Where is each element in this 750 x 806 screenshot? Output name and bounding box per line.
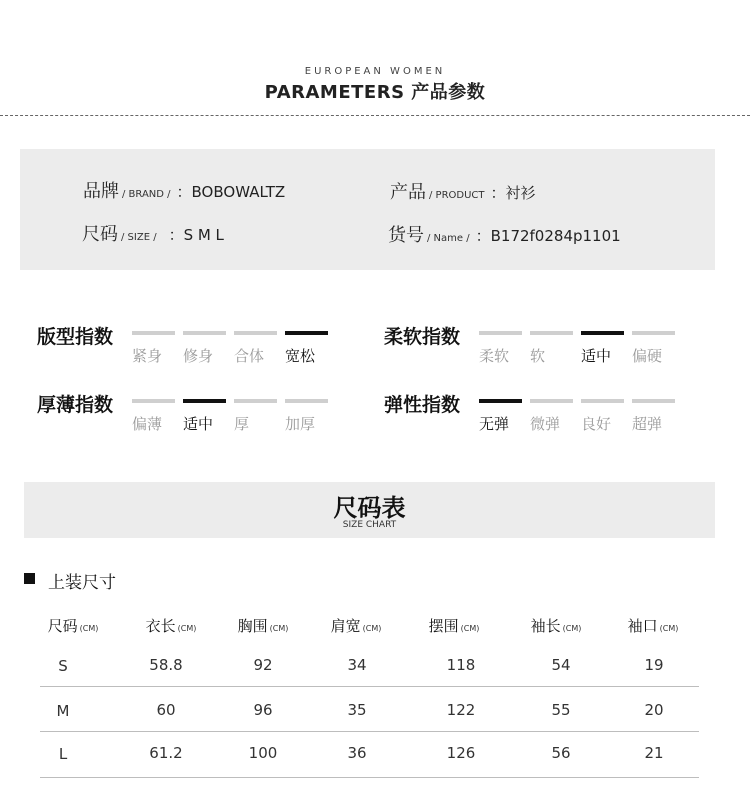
size-cell: S <box>58 657 68 675</box>
header-unit: (CM) <box>269 624 289 633</box>
table-cell: 36 <box>347 744 367 762</box>
size-cell: L <box>58 745 68 763</box>
section-title: 上装尺寸 <box>48 573 116 593</box>
table-cell: 34 <box>347 656 367 674</box>
softness-option-label: 柔软 <box>479 347 510 365</box>
table-header-cell <box>331 615 382 636</box>
thickness-index-title: 厚薄指数 <box>37 394 114 416</box>
table-cell: 122 <box>446 701 476 719</box>
fit-option <box>132 331 175 366</box>
size-row <box>82 220 224 246</box>
table-header-cell <box>429 615 480 636</box>
elasticity-option-label: 超弹 <box>632 415 663 433</box>
row-divider <box>40 731 699 732</box>
table-cell: 61.2 <box>149 744 183 762</box>
fit-option <box>234 331 277 366</box>
softness-option-label: 偏硬 <box>632 347 663 365</box>
fit-option-label: 修身 <box>183 347 214 365</box>
table-cell: 126 <box>446 744 476 762</box>
softness-option <box>632 331 675 366</box>
elasticity-option <box>581 399 624 434</box>
table-header-cell <box>531 615 582 636</box>
brand-value: ：BOBOWALTZ <box>176 183 286 201</box>
table-cell: 20 <box>644 701 664 719</box>
header-label: 摆围 <box>428 617 459 635</box>
size-sub-label: / SIZE / <box>121 232 157 243</box>
brand-sub-label: / BRAND / <box>122 189 171 200</box>
brand-label: 品牌 <box>83 181 119 202</box>
thickness-option <box>183 399 226 434</box>
product-label: 产品 <box>390 182 426 203</box>
elasticity-bar <box>530 399 573 403</box>
header-label: 肩宽 <box>330 617 361 635</box>
size-cell: M <box>56 702 70 720</box>
elasticity-option <box>632 399 675 434</box>
fit-index-title: 版型指数 <box>37 326 114 348</box>
thickness-option-label: 厚 <box>234 415 250 433</box>
elasticity-option <box>530 399 573 434</box>
header-label: 胸围 <box>237 617 268 635</box>
fit-bar <box>132 331 175 335</box>
table-cell: 54 <box>551 656 571 674</box>
table-cell: 100 <box>248 744 278 762</box>
table-cell: 96 <box>253 701 273 719</box>
thickness-bar <box>285 399 328 403</box>
elasticity-option-label: 微弹 <box>530 415 561 433</box>
thickness-option <box>285 399 328 434</box>
thickness-bar <box>132 399 175 403</box>
table-cell: 58.8 <box>149 656 183 674</box>
thickness-bar <box>234 399 277 403</box>
table-cell: 55 <box>551 701 571 719</box>
fit-option-label: 合体 <box>234 347 265 365</box>
header-unit: (CM) <box>79 624 99 633</box>
fit-bar <box>234 331 277 335</box>
name-sub-label: / Name / <box>427 233 470 244</box>
table-cell: 21 <box>644 744 664 762</box>
softness-option-label: 软 <box>530 347 546 365</box>
name-label: 货号 <box>388 225 424 246</box>
table-cell: 118 <box>446 656 476 674</box>
elasticity-option-label: 良好 <box>581 415 612 433</box>
elasticity-option-label: 无弹 <box>479 415 510 433</box>
product-info-panel <box>20 149 715 270</box>
fit-option <box>183 331 226 366</box>
header-subtitle: EUROPEAN WOMEN <box>304 66 446 77</box>
fit-option <box>285 331 328 366</box>
elasticity-bar <box>632 399 675 403</box>
elasticity-option <box>479 399 522 434</box>
thickness-option-label: 加厚 <box>285 415 316 433</box>
table-cell: 92 <box>253 656 273 674</box>
header-unit: (CM) <box>362 624 382 633</box>
product-row <box>390 178 536 204</box>
row-divider <box>40 777 699 778</box>
product-value: ：衬衫 <box>490 184 536 202</box>
fit-option-label: 紧身 <box>132 347 163 365</box>
size-chart-subtitle: SIZE CHART <box>342 520 397 530</box>
name-row <box>388 221 621 247</box>
thickness-bar <box>183 399 226 403</box>
thickness-option <box>234 399 277 434</box>
softness-bar <box>479 331 522 335</box>
size-value: ：S M L <box>168 226 224 244</box>
size-label: 尺码 <box>82 224 118 245</box>
size-chart-title: 尺码表 <box>333 494 406 522</box>
softness-index-title: 柔软指数 <box>384 326 461 348</box>
fit-bar <box>183 331 226 335</box>
header-label: 衣长 <box>145 617 176 635</box>
dashed-divider <box>0 115 750 116</box>
softness-bar <box>530 331 573 335</box>
table-header-cell <box>628 615 679 636</box>
thickness-option <box>132 399 175 434</box>
softness-bar <box>632 331 675 335</box>
fit-option-label: 宽松 <box>285 347 316 365</box>
softness-bar <box>581 331 624 335</box>
elasticity-bar <box>479 399 522 403</box>
section-square-icon <box>24 573 35 584</box>
table-header-cell <box>146 615 197 636</box>
header-unit: (CM) <box>460 624 480 633</box>
elasticity-index-title: 弹性指数 <box>384 394 461 416</box>
softness-option <box>581 331 624 366</box>
header-unit: (CM) <box>659 624 679 633</box>
table-cell: 56 <box>551 744 571 762</box>
softness-option <box>479 331 522 366</box>
softness-option <box>530 331 573 366</box>
table-cell: 19 <box>644 656 664 674</box>
header-unit: (CM) <box>177 624 197 633</box>
softness-option-label: 适中 <box>581 347 612 365</box>
name-value: ：B172f0284p1101 <box>475 227 621 245</box>
thickness-option-label: 偏薄 <box>132 415 163 433</box>
header-label: 袖口 <box>627 617 658 635</box>
table-cell: 60 <box>156 701 176 719</box>
page-title: PARAMETERS 产品参数 <box>264 82 486 103</box>
fit-bar <box>285 331 328 335</box>
thickness-option-label: 适中 <box>183 415 214 433</box>
brand-row <box>83 177 285 203</box>
elasticity-bar <box>581 399 624 403</box>
row-divider <box>40 686 699 687</box>
header-label: 尺码 <box>47 617 78 635</box>
product-sub-label: / PRODUCT <box>429 190 485 201</box>
header-label: 袖长 <box>530 617 561 635</box>
header-unit: (CM) <box>562 624 582 633</box>
table-header-cell <box>238 615 289 636</box>
table-header-cell <box>48 615 99 636</box>
table-cell: 35 <box>347 701 367 719</box>
